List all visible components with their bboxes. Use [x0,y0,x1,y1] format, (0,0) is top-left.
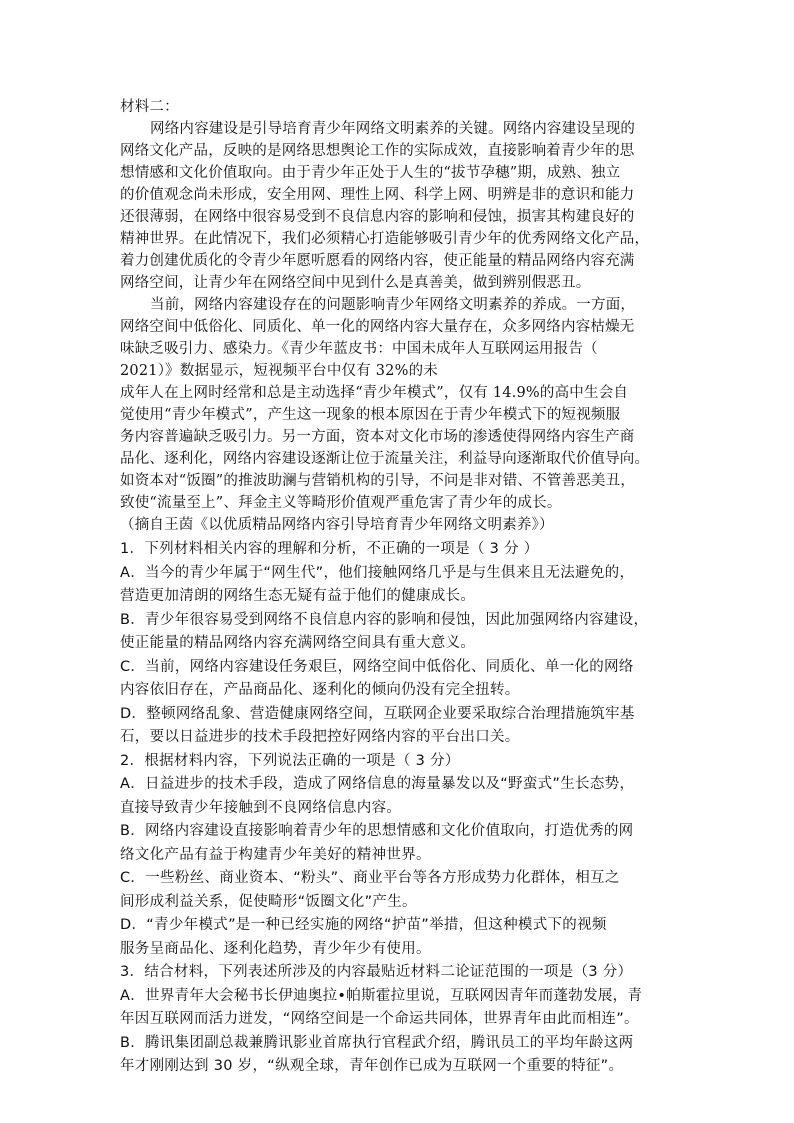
question-line: 2．根据材料内容，下列说法正确的一项是（ 3 分） [120,752,460,769]
question-line: 使正能量的精品网络内容充满网络空间具有重大意义。 [120,635,476,651]
question-line: C．当前，网络内容建设任务艰巨，网络空间中低俗化、同质化、单一化的网络 [120,658,634,675]
question-line: C．一些粉丝、商业资本、“粉头”、商业平台等各方形成势力化群体，相互之 [120,870,620,886]
passage-line: 网络空间，让青少年在网络空间中见到什么是真善美，做到辨别假恶丑。 [120,275,591,291]
passage-line: 还很薄弱，在网络中很容易受到不良信息内容的影响和侵蚀，损害其构建良好的 [120,209,635,225]
question-line: B．网络内容建设直接影响着青少年的思想情感和文化价值取向，打造优秀的网 [120,823,634,839]
question-line: A．日益进步的技术手段，造成了网络信息的海量暴发以及“野蛮式”生长态势， [120,776,635,792]
passage-line: 想情感和文化价值取向。由于青少年正处于人生的“拔节孕穗”期，成熟、独立 [120,165,621,181]
question-list [120,538,680,1079]
material-heading: 材料二： [120,99,179,115]
question-line: 服务呈商品化、逐利化趋势，青少年少有使用。 [120,940,431,957]
question-line: 直接导致青少年接触到不良网络信息内容。 [120,799,402,816]
question-line: A．世界青年大会秘书长伊迪奥拉•帕斯霍拉里说，互联网因青年而蓬勃发展，青 [120,987,643,1004]
passage-line: 成年人在上网时经常和总是主动选择“青少年模式”，仅有 14.9%的高中生会自 [120,385,629,401]
passage-text [120,118,680,536]
passage-line: 品化、逐利化，网络内容建设逐渐让位于流量关注，利益导向逐渐取代价值导向。 [120,451,650,467]
passage-line: 网络文化产品，反映的是网络思想舆论工作的实际成效，直接影响着青少年的思 [120,143,635,159]
question-line: 年才刚刚达到 30 岁，“纵观全球，青年创作已成为互联网一个重要的特征”。 [120,1058,624,1074]
question-line: B．青少年很容易受到网络不良信息内容的影响和侵蚀，因此加强网络内容建设， [120,611,649,628]
question-line: B．腾讯集团副总裁兼腾讯影业首席执行官程武介绍，腾讯员工的平均年龄这两 [120,1034,634,1051]
question-line: D．整顿网络乱象、营造健康网络空间，互联网企业要采取综合治理措施筑牢基 [120,705,635,722]
question-line: 石，要以日益进步的技术手段把控好网络内容的平台出口关。 [120,729,520,745]
passage-line: 网络内容建设是引导培育青少年网络文明素养的关键。网络内容建设呈现的 [150,121,636,137]
question-line: 年因互联网而活力迸发，“网络空间是一个命运共同体，世界青年由此而相连”。 [120,1011,639,1027]
passage-line: 觉使用“青少年模式”，产生这一现象的根本原因在于青少年模式下的短视频服 [120,407,621,423]
passage-line: 致使“流量至上”、拜金主义等畸形价值观严重危害了青少年的成长。 [120,495,562,511]
passage-line: 务内容普遍缺乏吸引力。另一方面，资本对文化市场的渗透使得网络内容生产商 [120,429,635,445]
question-line: 营造更加清朗的网络生态无疑有益于他们的健康成长。 [120,588,476,604]
passage-line: 精神世界。在此情况下，我们必须精心打造能够吸引青少年的优秀网络文化产品， [120,231,650,247]
passage-line: 味缺乏吸引力、感染力。《青少年蓝皮书：中国未成年人互联网运用报告（ [120,341,598,357]
document-page [120,96,680,1079]
passage-line: （摘自王茵《以优质精品网络内容引导培育青少年网络文明素养》） [120,517,554,533]
passage-line: 的价值观念尚未形成，安全用网、理性上网、科学上网、明辨是非的意识和能力 [120,187,635,203]
passage-line: 网络空间中低俗化、同质化、单一化的网络内容大量存在，众多网络内容枯燥无 [120,319,635,335]
question-line: 内容依旧存在，产品商品化、逐利化的倾向仍没有完全扭转。 [120,682,520,698]
question-line: 1．下列材料相关内容的理解和分析，不正确的一项是（ 3 分 ） [120,541,539,557]
question-line: D．“青少年模式”是一种已经实施的网络“护苗”举措，但这种模式下的视频 [120,917,607,933]
question-line: A．当今的青少年属于“网生代”，他们接触网络几乎是与生俱来且无法避免的， [120,564,635,581]
passage-line: 当前，网络内容建设存在的问题影响青少年网络文明素养的养成。一方面， [150,297,636,313]
passage-line: 2021）》数据显示，短视频平台中仅有 32%的未 [120,363,438,379]
passage-line: 着力创建优质化的令青少年愿听愿看的网络内容，使正能量的精品网络内容充满 [120,253,635,269]
passage-line: 如资本对“饭圈”的推波助澜与营销机构的引导，不问是非对错、不管善恶美丑， [120,473,636,489]
question-line: 3．结合材料，下列表述所涉及的内容最贴近材料二论证范围的一项是（3 分） [120,964,633,980]
question-line: 间形成利益关系，促使畸形“饭圈文化”产生。 [120,893,417,910]
question-line: 络文化产品有益于构建青少年美好的精神世界。 [120,846,431,863]
